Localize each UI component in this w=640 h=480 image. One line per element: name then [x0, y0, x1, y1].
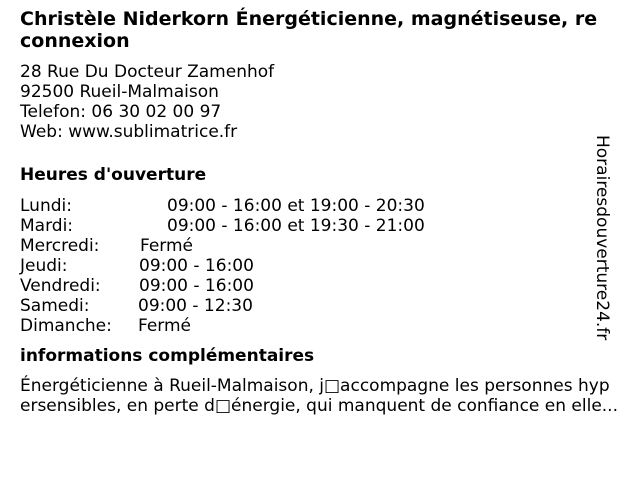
hours-row-friday [20, 276, 620, 296]
description [20, 376, 620, 416]
day-hours: 09:00 - 16:00 [139, 276, 254, 296]
address-block [20, 62, 620, 142]
opening-hours-heading: Heures d'ouverture [20, 165, 207, 185]
day-hours: 09:00 - 16:00 et 19:30 - 21:00 [167, 216, 425, 236]
hours-row-saturday [20, 296, 620, 316]
hours-row-wednesday [20, 236, 620, 256]
hours-row-tuesday [20, 216, 620, 236]
day-hours: Fermé [138, 316, 192, 336]
day-hours: 09:00 - 16:00 [139, 256, 254, 276]
day-label: Lundi: [20, 196, 72, 216]
description-line-1: Énergéticienne à Rueil-Malmaison, j□accompagne les personnes hyp [20, 376, 610, 396]
day-label: Mardi: [20, 216, 74, 236]
phone: Telefon: 06 30 02 00 97 [20, 102, 222, 122]
hours-row-monday [20, 196, 620, 216]
business-card [20, 8, 620, 416]
site-brand-label: Horairesdouverture24.fr [592, 135, 612, 341]
business-name-line-1: Christèle Niderkorn Énergéticienne, magnétiseuse, re [20, 8, 598, 30]
day-label: Vendredi: [20, 276, 101, 296]
additional-info-heading: informations complémentaires [20, 346, 315, 366]
day-hours: 09:00 - 12:30 [138, 296, 253, 316]
hours-row-thursday [20, 256, 620, 276]
day-label: Samedi: [20, 296, 90, 316]
business-name-line-2: connexion [20, 30, 130, 52]
day-label: Dimanche: [20, 316, 112, 336]
hours-row-sunday [20, 316, 620, 336]
description-line-2: ersensibles, en perte d□énergie, qui manquent de confiance en elle... [20, 396, 618, 416]
street-address: 28 Rue Du Docteur Zamenhof [20, 62, 275, 82]
business-name [20, 8, 620, 52]
city: 92500 Rueil-Malmaison [20, 82, 219, 102]
website: Web: www.sublimatrice.fr [20, 122, 238, 142]
day-hours: Fermé [140, 236, 194, 256]
day-label: Mercredi: [20, 236, 100, 256]
day-label: Jeudi: [20, 256, 68, 276]
opening-hours-table [20, 196, 620, 336]
day-hours: 09:00 - 16:00 et 19:00 - 20:30 [167, 196, 425, 216]
